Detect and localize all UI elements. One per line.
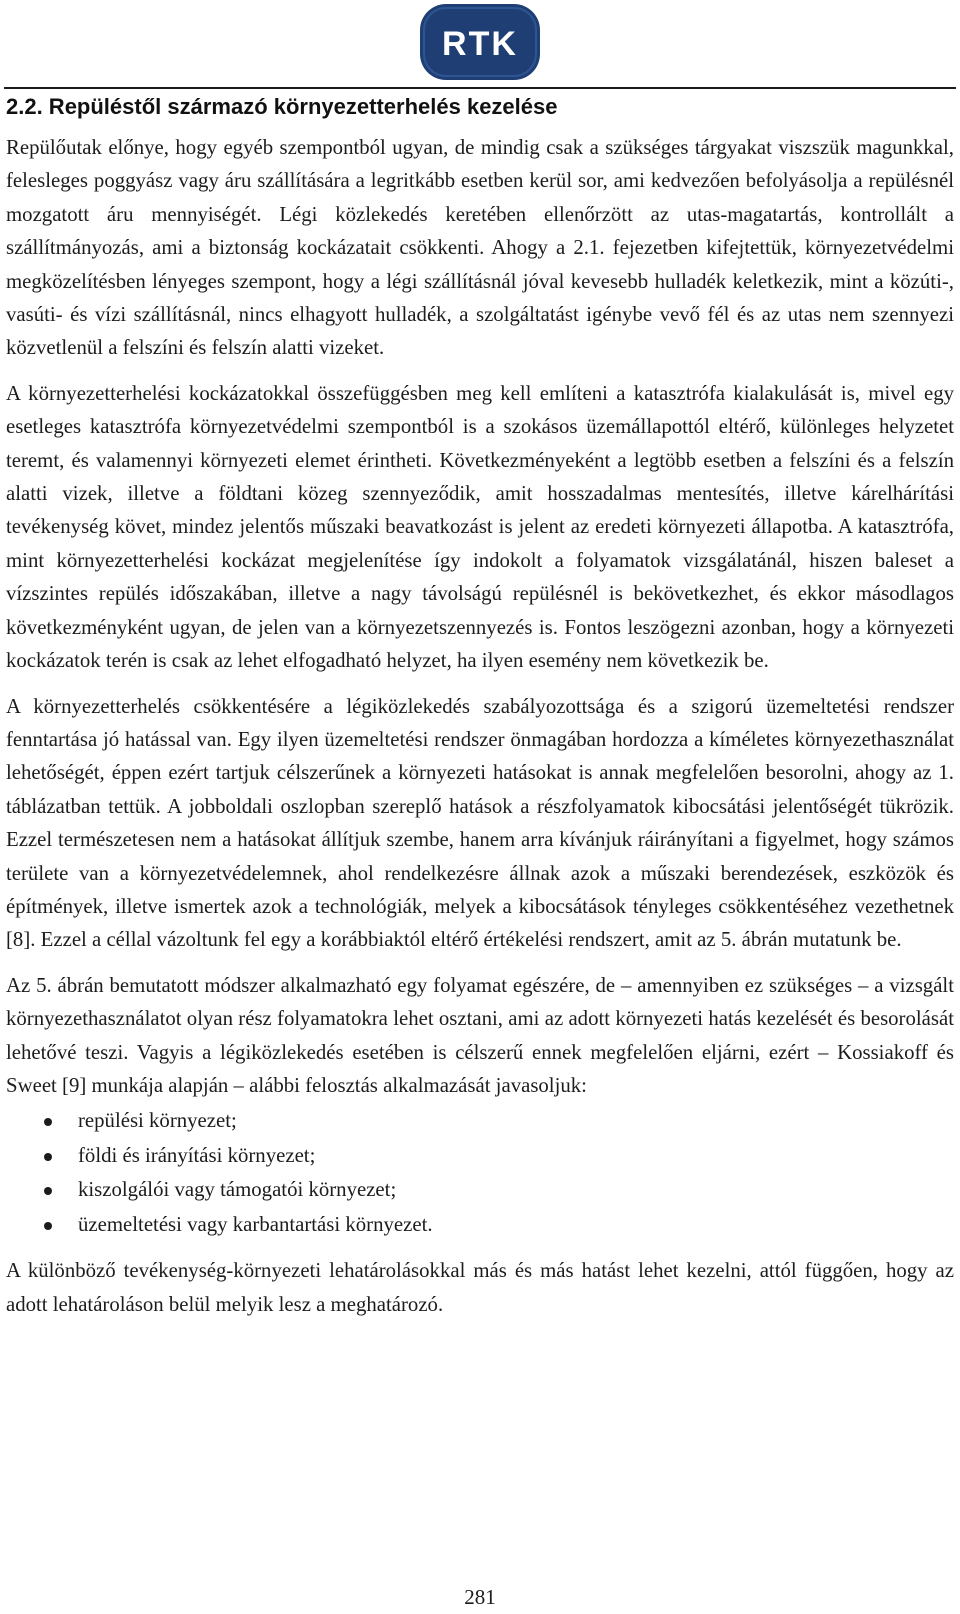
rtk-logo (418, 2, 542, 82)
body-text (6, 131, 954, 1333)
paragraph-4: Az 5. ábrán bemutatott módszer alkalmazható egy folyamat egészére, de – amennyiben ez szükséges – a vizsgált környezethasználatot olyan rész folyamatokra lehet osztani, ami az adott környezeti hatás kezelését és besorolását lehetővé teszi. Vagyis a légiközlekedés esetében is célszerű ennek megfelelően eljárni, ezért – Kossiakoff és Sweet [9] munkája alapján – alábbi felosztás alkalmazását javasoljuk: (6, 973, 954, 1097)
list-item (6, 1208, 954, 1243)
list-item-text: üzemeltetési vagy karbantartási környezet. (78, 1212, 433, 1236)
paragraph-3: A környezetterhelés csökkentésére a légiközlekedés szabályozottsága és a szigorú üzemeltetési rendszer fenntartása jó hatással van. Egy ilyen üzemeltetési rendszer önmagában hordozza a kíméletes környezethasználat lehetőségét, éppen ezért tartjuk célszerűnek a környezeti hatásokat is annak megfelelően besorolni, ahogy az 1. táblázatban tettük. A jobboldali oszlopban szereplő hatások a részfolyamatok kibocsátási jelentőségét tükrözik. Ezzel természetesen nem a hatásokat állítjuk szembe, hanem arra kívánjuk ráirányítani a figyelmet, hogy számos területe van a környezetvédelemnek, ahol rendelkezésre állnak azok a műszaki berendezések, eszközök és építmények, illetve ismertek azok a technológiák, melyek a kibocsátások tényleges csökkentéséhez vezethetnek [8]. Ezzel a céllal vázoltunk fel egy a korábbiaktól eltérő értékelési rendszert, amit az 5. ábrán mutatunk be. (6, 694, 954, 952)
paragraph-2: A környezetterhelési kockázatokkal összefüggésben meg kell említeni a katasztrófa kialakulását is, mivel egy esetleges katasztrófa környezetvédelmi szempontból is a szokásos üzemállapottól eltérő, különleges helyzetet teremt, és valamennyi környezeti elemet érintheti. Következményeként a legtöbb esetben a felszíni és a felszín alatti vizek, illetve a földtani közeg szennyeződik, amit hosszadalmas mentesítés, illetve kárelhárítási tevékenység követ, mindez jelentős műszaki beavatkozást is jelent az eredeti környezeti állapotba. A katasztrófa, mint környezetterhelési kockázat megjelenítése így indokolt a folyamatok vizsgálatánál, hiszen baleset a vízszintes repülés időszakában, illetve a nagy távolságú repülésnél is bekövetkezhet, és ekkor másodlagos következményként ugyan, de jelen van a környezetszennyezés is. Fontos leszögezni azonban, hogy a környezeti kockázatok terén is csak az lehet elfogadható helyzet, ha ilyen esemény nem következik be. (6, 381, 954, 673)
paragraph-1: Repülőutak előnye, hogy egyéb szempontból ugyan, de mindig csak a szükséges tárgyakat viszszük magunkkal, felesleges poggyász vagy áru szállítására a legritkább esetben kerül sor, ami kedvezően befolyásolja a repülésnél mozgatott áru mennyiségét. Légi közlekedés keretében ellenőrzött az utas-magatartás, kontrollált a szállítmányozás, ami a biztonság kockázatait csökkenti. Ahogy a 2.1. fejezetben kifejtettük, környezetvédelmi megközelítésben lényeges szempont, hogy a légi szállításnál jóval kevesebb hulladék keletkezik, mint a közúti-, vasúti- és vízi szállításnál, nincs elhagyott hulladék, a szolgáltatást igénybe vevő fél és az utas nem szennyezi közvetlenül a felszíni és felszín alatti vizeket. (6, 136, 954, 360)
logo-text: RTK (442, 25, 518, 63)
section-title: 2.2. Repüléstől származó környezetterhelés kezelése (6, 94, 558, 119)
list-item (6, 1104, 954, 1139)
header-divider (4, 87, 956, 89)
list-item (6, 1139, 954, 1174)
page-header (0, 0, 960, 88)
bullet-icon (44, 1187, 52, 1195)
list-item-text: kiszolgálói vagy támogatói környezet; (78, 1178, 397, 1202)
bullet-icon (44, 1153, 52, 1161)
bullet-icon (44, 1222, 52, 1230)
bullet-icon (44, 1118, 52, 1126)
list-item-text: repülési környezet; (78, 1109, 237, 1133)
list-item-text: földi és irányítási környezet; (78, 1143, 316, 1167)
list-item (6, 1173, 954, 1208)
bullet-list (6, 1104, 954, 1242)
closing-paragraph: A különböző tevékenység-környezeti lehatárolásokkal más és más hatást lehet kezelni, attól függően, hogy az adott lehatároláson belül melyik lesz a meghatározó. (6, 1259, 954, 1316)
page-number: 281 (464, 1585, 496, 1609)
